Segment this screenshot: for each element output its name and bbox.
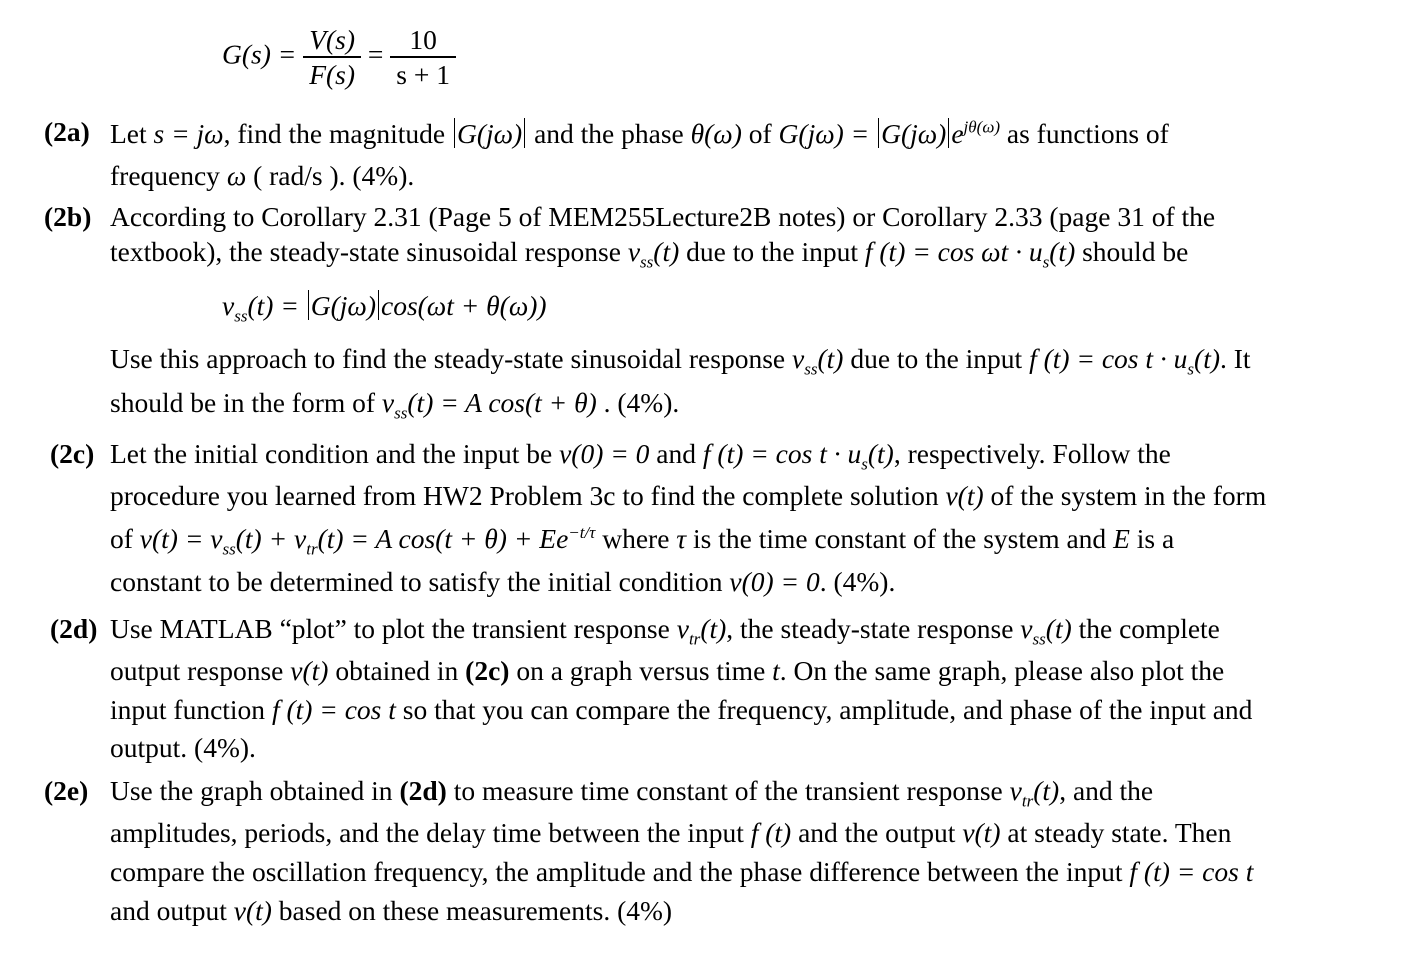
abs-bar (948, 118, 949, 148)
part-2c-line-4 (110, 568, 895, 596)
math: G(jω) (456, 117, 523, 149)
text: . (4%). (596, 387, 680, 418)
math-sub: tr (688, 629, 701, 649)
text: amplitudes, periods, and the delay time between the input (110, 817, 751, 848)
part-2d-line-2 (110, 657, 1224, 685)
part-2e-tag: (2e) (44, 775, 89, 806)
text: of (110, 523, 140, 554)
math: τ (676, 523, 687, 554)
math: v(t) (290, 655, 329, 686)
transfer-function-equation (222, 24, 456, 91)
text: Let (110, 117, 154, 149)
part-2d-tag: (2d) (50, 613, 98, 644)
text: is the time constant of the system and (686, 523, 1114, 554)
math: (t) (653, 236, 680, 267)
text: , the steady-state response (726, 613, 1021, 644)
math: v (1020, 613, 1033, 644)
text: as functions of (1000, 117, 1169, 149)
math: (t) (1049, 236, 1076, 267)
part-2e-line-4 (110, 897, 672, 925)
text: where (595, 523, 677, 554)
text: due to the input (843, 343, 1030, 374)
abs-bar (524, 118, 525, 148)
math: G(jω) (881, 117, 947, 149)
text: the complete (1071, 613, 1220, 644)
text: Use the graph obtained in (110, 775, 400, 806)
text: , respectively. Follow the (893, 438, 1171, 469)
math: v(0) = 0 (729, 566, 820, 597)
text: of the system in the form (983, 480, 1267, 511)
math: v (1009, 775, 1022, 806)
text: compare the oscillation frequency, the amplitude and the phase difference between the input (110, 856, 1130, 887)
text: and (649, 438, 703, 469)
math-sub: ss (804, 359, 818, 379)
math: (t) (817, 343, 844, 374)
tf-denominator-1: F(s) (309, 58, 356, 90)
part-2b-tag: (2b) (44, 201, 92, 232)
math: v (676, 613, 689, 644)
text: Use MATLAB “plot” to plot the transient response (110, 613, 677, 644)
math: (t) (1033, 775, 1060, 806)
part-2e-line-1 (110, 775, 1154, 811)
math-sub: ss (234, 306, 248, 326)
text: textbook), the steady-state sinusoidal response (110, 236, 628, 267)
part-2d-line-4: output. (4%). (110, 732, 256, 763)
math: G(jω) (310, 289, 376, 321)
text: . (4%). (819, 566, 896, 597)
math: f (t) = cos t · u (1029, 343, 1188, 374)
math: E (1113, 523, 1130, 554)
part-2d-line-3 (110, 696, 1252, 724)
math: v (627, 236, 641, 267)
text: should be in the form of (110, 387, 382, 418)
part-2c-line-2 (110, 482, 1266, 510)
math-sub: ss (640, 252, 654, 272)
part-2a-line-1 (110, 118, 1169, 148)
text: procedure you learned from HW2 Problem 3c to find the complete solution (110, 480, 946, 511)
part-2e-line-3 (110, 858, 1253, 886)
text: to measure time constant of the transient response (446, 775, 1010, 806)
text: due to the input (679, 236, 865, 267)
text: input function (110, 694, 272, 725)
math-sup: −t/τ (568, 522, 596, 542)
math: θ(ω) (690, 117, 742, 149)
math-sup: jθ(ω) (963, 117, 1001, 137)
math: (t) (1194, 343, 1220, 374)
math-sub: s (1042, 252, 1050, 272)
text: of (741, 117, 779, 149)
text: based on these measurements. (4%) (271, 895, 673, 926)
math: (t) (700, 613, 727, 644)
math: v (381, 387, 395, 418)
math: (t) = A cos(t + θ) + Ee (317, 523, 569, 554)
text: is a (1129, 523, 1175, 554)
math: f (t) = cos t (1129, 856, 1254, 887)
abs-bar (308, 290, 309, 320)
math: (t) = (247, 289, 306, 321)
math-sub: ss (222, 539, 236, 559)
tf-lhs: G(s) = (222, 38, 297, 70)
text: constant to be determined to satisfy the initial condition (110, 566, 730, 597)
tf-fraction-2 (390, 24, 456, 91)
part-2b-line-5 (110, 387, 680, 423)
math: cos(ωt + θ(ω)) (380, 289, 547, 321)
math: G(jω) = (778, 117, 877, 149)
math-sub: tr (1021, 791, 1034, 811)
text: and the phase (527, 117, 691, 149)
text: , and the (1059, 775, 1154, 806)
text: . It (1220, 343, 1251, 374)
text: obtained in (328, 655, 466, 686)
math: e (951, 117, 964, 149)
text: , find the magnitude (223, 117, 452, 149)
math: v (792, 343, 805, 374)
part-2b-equation (222, 289, 547, 326)
math-sub: tr (306, 539, 318, 559)
math: v(t) (945, 480, 984, 511)
math: t (772, 655, 780, 686)
text: at steady state. Then (1000, 817, 1232, 848)
math-sub: ss (1032, 629, 1046, 649)
math: f (t) (750, 817, 792, 848)
tf-denominator-2: s + 1 (396, 58, 450, 90)
tf-numerator-2: 10 (390, 24, 456, 58)
math: f (t) = cos t · u (702, 438, 862, 469)
text: should be (1075, 236, 1189, 267)
text: on a graph versus time (509, 655, 773, 686)
text: . On the same graph, please also plot the (779, 655, 1225, 686)
part-2a-tag: (2a) (44, 116, 90, 147)
text: ( rad/s ). (4%). (246, 160, 415, 191)
tf-equals: = (367, 38, 384, 70)
part-2c-line-3 (110, 522, 1175, 559)
math: v(t) = v (139, 523, 223, 554)
part-2d-line-1 (110, 613, 1220, 649)
part-2e-line-2 (110, 819, 1231, 847)
text: and the output (791, 817, 963, 848)
text: output response (110, 655, 291, 686)
text-bold: (2d) (399, 775, 447, 806)
part-2a-line-2 (110, 162, 414, 190)
math: ω (226, 160, 247, 191)
math: v (222, 289, 235, 321)
text: so that you can compare the frequency, amplitude, and phase of the input and (395, 694, 1253, 725)
math: (t) (867, 438, 894, 469)
text-bold: (2c) (465, 655, 510, 686)
math: (t) = A cos(t + θ) (407, 387, 597, 418)
abs-bar (878, 118, 879, 148)
part-2c-tag: (2c) (50, 438, 95, 469)
text: Use this approach to find the steady-state sinusoidal response (110, 343, 792, 374)
abs-bar (454, 118, 455, 148)
math: (t) (1045, 613, 1072, 644)
part-2c-line-1 (110, 438, 1171, 474)
part-2b-line-1: According to Corollary 2.31 (Page 5 of MEM255Lecture2B notes) or Corollary 2.33 (page 31 of the (110, 201, 1216, 232)
text: Let the initial condition and the input be (110, 438, 560, 469)
math-sub: ss (394, 403, 408, 423)
math: f (t) = cos ωt · u (864, 236, 1043, 267)
part-2b-line-4 (110, 343, 1251, 379)
math-sub: s (1187, 359, 1195, 379)
text: frequency (110, 160, 227, 191)
math: v(0) = 0 (559, 438, 650, 469)
math: f (t) = cos t (271, 694, 396, 725)
tf-fraction-1 (303, 24, 361, 91)
math: v(t) (233, 895, 272, 926)
tf-numerator-1: V(s) (303, 24, 361, 58)
part-2b-line-2 (110, 236, 1189, 272)
math: (t) + v (235, 523, 307, 554)
math: s = jω (153, 117, 224, 149)
text: and output (110, 895, 234, 926)
math-sub: s (861, 454, 868, 474)
math: v(t) (962, 817, 1001, 848)
abs-bar (378, 290, 379, 320)
